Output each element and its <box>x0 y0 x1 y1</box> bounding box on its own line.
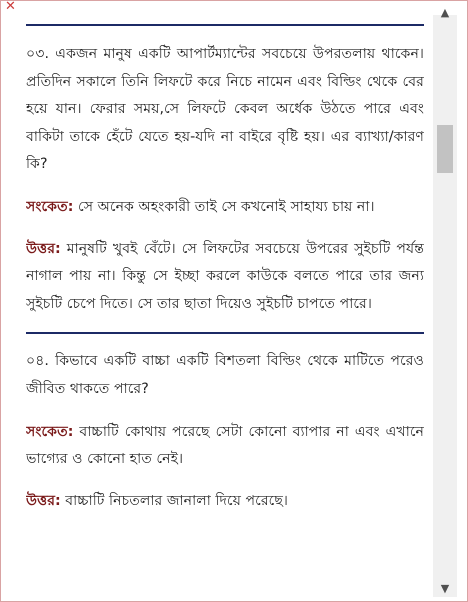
answer-label: উত্তর: <box>26 492 61 509</box>
window-right-edge <box>457 1 467 601</box>
answer-text: বাচ্চাটি নিচতলার জানালা দিয়ে পরেছে। <box>60 492 289 509</box>
hint-text: বাচ্চাটি কোথায় পরেছে সেটা কোনো ব্যাপার না এবং এখানে ভাগ্যের ও কোনো হাত নেই। <box>26 423 424 468</box>
answer-text: মানুষটি খুবই বেঁটে। সে লিফটের সবচেয়ে উপরের সুইচটি পর্যন্ত নাগাল পায় না। কিন্তু সে ইচ্ছা করলে কাউকে বলতে পারে তার জন্য সুইচটি চেপে দিতে। সে তার ছাতা দিয়েও সুইচটি চাপতে পারে। <box>26 240 424 312</box>
hint-text: সে অনেক অহংকারী তাই সে কখনোই সাহায্য চায় না। <box>73 198 375 215</box>
scrollbar-thumb[interactable] <box>437 125 453 173</box>
scroll-down-arrow-icon[interactable]: ▼ <box>440 581 450 595</box>
riddle-content <box>26 15 424 600</box>
answer-label: উত্তর: <box>26 240 61 257</box>
divider <box>26 24 424 26</box>
scroll-up-arrow-icon[interactable]: ▲ <box>440 5 450 19</box>
divider <box>26 332 424 334</box>
question-4-answer <box>26 488 424 516</box>
question-3-text: ০৩. একজন মানুষ একটি আপার্টম্যান্টের সবচেয়ে উপরতলায় থাকেন। প্রতিদিন সকালে তিনি লিফটে করে নিচে নামেন এবং বিল্ডিং থেকে বের হয়ে যান। ফেরার সময়,সে লিফটে কেবল অর্ধেক উঠতে পারে এবং বাকিটা তাকে হেঁটে যেতে হয়-যদি না বাইরে বৃষ্টি হয়। এর ব্যাখ্যা/কারণ কি? <box>26 46 424 173</box>
question-3-hint <box>26 194 424 222</box>
question-4-text: ০৪. কিভাবে একটি বাচ্চা একটি বিশতলা বিল্ডিং থেকে মাটিতে পরেও জীবিত থাকতে পারে? <box>26 353 424 397</box>
question-4-hint <box>26 419 424 474</box>
vertical-scrollbar[interactable] <box>433 5 457 597</box>
hint-label: সংকেত: <box>26 423 74 440</box>
window-top-strip <box>1 1 467 15</box>
close-icon[interactable]: ✕ <box>5 0 16 14</box>
hint-label: সংকেত: <box>26 198 74 215</box>
question-3-answer <box>26 236 424 319</box>
